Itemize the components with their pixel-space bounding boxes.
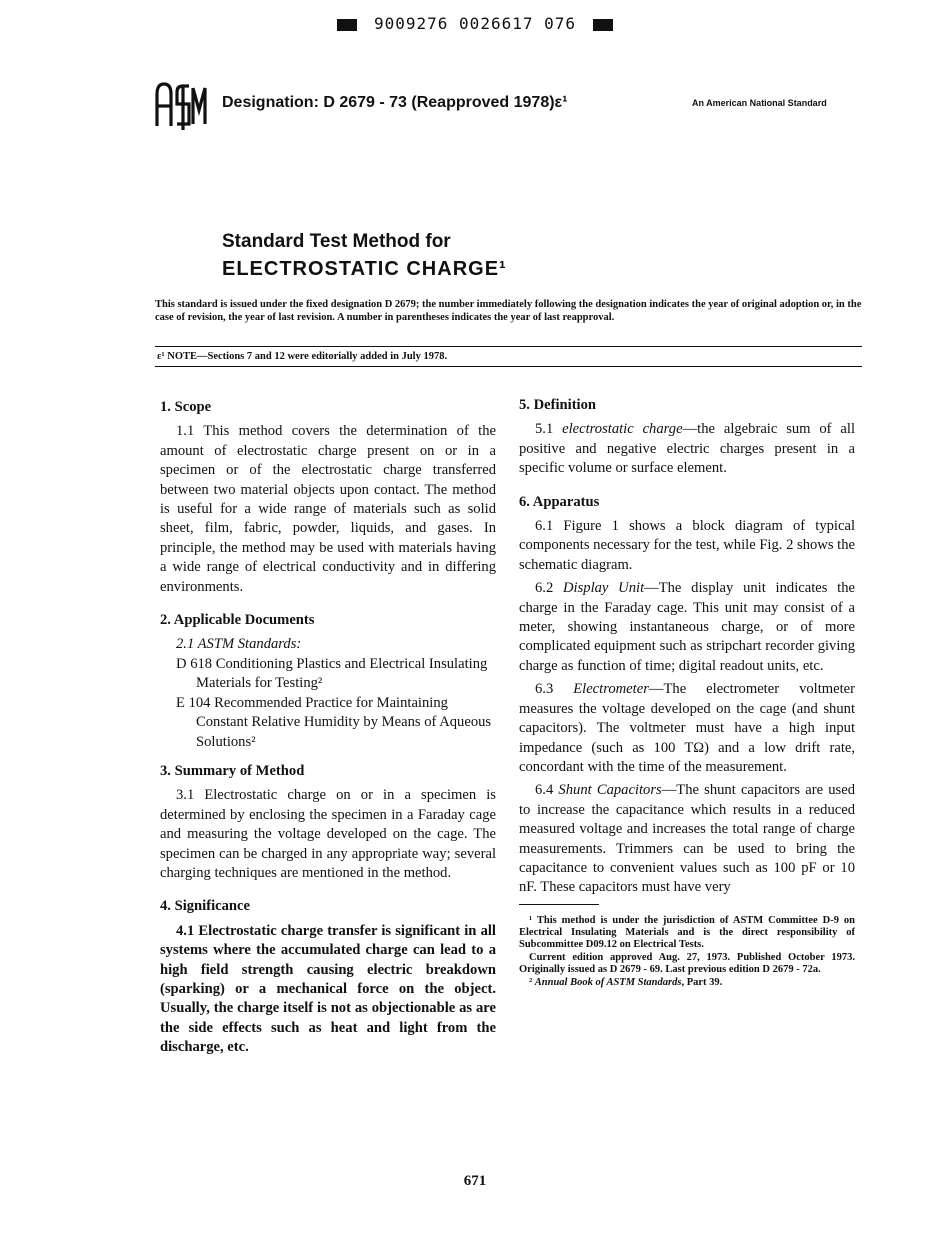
- left-column: [160, 398, 496, 1062]
- astm-logo-icon: [153, 80, 207, 132]
- footnote-2: [519, 977, 855, 989]
- significance-paragraph: 4.1 Electrostatic charge transfer is significant in all systems where the accumulated charge can lead to a high field strength causing electric breakdown (sparking) or a mechanical force on the object. Usually, the charge itself is not as objectionable as are the side effects such as heat and light from the discharge, etc.: [160, 922, 496, 1056]
- reference-d618: D 618 Conditioning Plastics and Electrical Insulating Materials for Testing²: [176, 655, 488, 692]
- apparatus-term: Electrometer: [573, 681, 649, 698]
- section-heading-significance: 4. Significance: [160, 898, 250, 915]
- title-line-1: Standard Test Method for: [222, 231, 451, 252]
- apparatus-paragraph-1: 6.1 Figure 1 shows a block diagram of typical components necessary for the test, while Fig. 2 shows the schematic diagram.: [519, 518, 855, 573]
- barcode-text: 9009276 0026617 076: [373, 14, 577, 33]
- definition-text: —the algebraic sum of all positive and negative electric charges present in a specific volume or surface element.: [519, 421, 855, 477]
- summary-paragraph: 3.1 Electrostatic charge on or in a specimen is determined by enclosing the specimen in a Faraday cage and measuring the voltage developed on the cage. The specimen can be charged in any appropriate way; several charging techniques are mentioned in the method.: [160, 787, 496, 881]
- barcode-block-right: [593, 19, 613, 31]
- section-heading-applicable-documents: 2. Applicable Documents: [160, 612, 315, 629]
- footnote-1: ¹ This method is under the jurisdiction of ASTM Committee D-9 on Electrical Insulating Materials and is the direct responsibility of Subcommittee D09.12 on Electrical Tests.: [519, 914, 855, 950]
- section-heading-definition: 5. Definition: [519, 397, 597, 413]
- section-heading-apparatus: 6. Apparatus: [519, 493, 600, 510]
- apparatus-text: —The electrometer voltmeter measures the voltage developed on the cage (and shunt capacitors). The voltmeter must have a high input impedance (such as 100 TΩ) and a low drift rate, concordant with the time of the measurement.: [519, 681, 855, 775]
- paragraph-number: 6.4: [535, 782, 559, 799]
- paragraph-number: 6.2: [535, 580, 564, 597]
- astm-standards-subheading: [176, 635, 496, 654]
- apparatus-text: —The shunt capacitors are used to increase the capacitance which results in a reduced measured voltage and increases the total range of charge measurements. Trimmers can be used to bring the capacitance to convenient values such as 100 pF or 10 nF. These capacitors must have very: [519, 782, 856, 896]
- right-column: [519, 396, 855, 990]
- footnotes: [519, 915, 855, 989]
- issued-note: This standard is issued under the fixed designation D 2679; the number immediately following the designation indicates the year of original adoption or, in the case of revision, the year of last revision. A number in parentheses indicates the year of last reapproval.: [155, 299, 862, 323]
- barcode-strip: [0, 14, 950, 33]
- scope-paragraph: 1.1 This method covers the determination of the amount of electrostatic charge present on or in a specimen or of the electrostatic charge transferred between two material objects upon contact. The method is useful for a wide range of materials such as solid sheet, film, fabric, powder, liquids, and gases. In principle, the method may be used with materials having a wide range of electrical conductivity and in differing environments.: [160, 423, 496, 595]
- page-number: 671: [463, 1173, 487, 1189]
- national-standard-label: An American National Standard: [692, 98, 827, 108]
- apparatus-text: —The display unit indicates the charge in the Faraday cage. This unit may consist of a meter, showing instantaneous charge, or of more complicated equipment such as stripchart recorder giving charge as function of time; digital readout units, etc.: [519, 580, 856, 674]
- editorial-note: ε¹ NOTE—Sections 7 and 12 were editorially added in July 1978.: [157, 351, 448, 362]
- barcode-block-left: [337, 19, 357, 31]
- footnote-text: , Part 39.: [681, 976, 723, 988]
- apparatus-paragraph-2: [519, 579, 855, 676]
- section-heading-summary: 3. Summary of Method: [160, 762, 305, 779]
- apparatus-term: Shunt Capacitors: [558, 782, 662, 799]
- reference-e104: E 104 Recommended Practice for Maintaining Constant Relative Humidity by Means of Aqueous Solutions²: [176, 694, 492, 750]
- section-heading-scope: 1. Scope: [160, 399, 212, 415]
- apparatus-paragraph-3: [519, 680, 855, 777]
- paragraph-number: 5.1: [535, 421, 563, 438]
- astm-standards-label: 2.1 ASTM Standards:: [176, 636, 302, 653]
- page-title: ELECTROSTATIC CHARGE¹: [222, 258, 507, 280]
- footnote-divider: [519, 904, 599, 905]
- divider-bottom: [155, 366, 862, 367]
- definition-paragraph: [519, 420, 855, 478]
- paragraph-number: 6.3: [535, 681, 574, 698]
- apparatus-paragraph-4: [519, 781, 855, 897]
- defined-term: electrostatic charge: [562, 421, 683, 438]
- apparatus-term: Display Unit: [563, 580, 645, 597]
- designation: Designation: D 2679 - 73 (Reapproved 1978)ε¹: [222, 94, 568, 111]
- footnote-1-edition: Current edition approved Aug. 27, 1973. Published October 1973. Originally issued as D 2679 - 69. Last previous edition D 2679 - 72a.: [519, 951, 855, 975]
- divider-top: [155, 346, 862, 347]
- footnote-book-title: Annual Book of ASTM Standards: [534, 976, 682, 988]
- footnote-marker: ²: [529, 976, 535, 988]
